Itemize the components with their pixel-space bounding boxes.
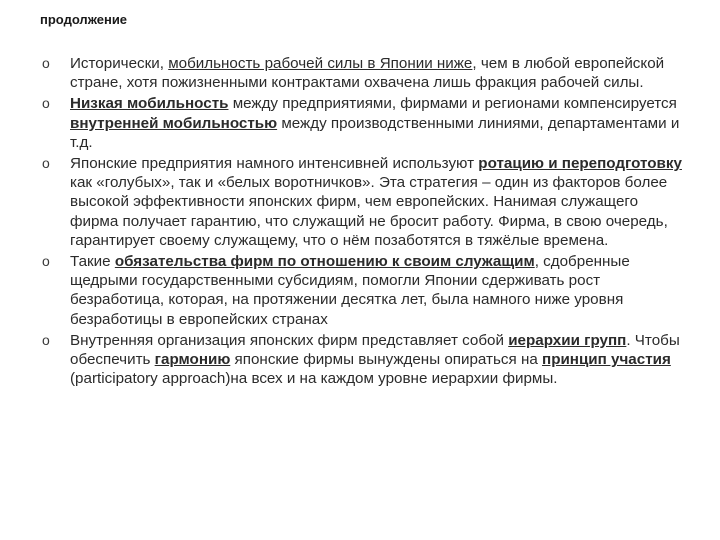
list-item	[40, 54, 690, 92]
emphasis-bold-underline: ротацию и переподготовку	[478, 155, 682, 173]
bullet-circle-icon: o	[42, 331, 50, 348]
emphasis-bold-underline: принцип участия	[542, 351, 671, 369]
text-segment: Такие	[70, 253, 115, 271]
text-segment: Внутренняя организация японских фирм представляет собой	[70, 331, 509, 349]
bullet-circle-icon: o	[42, 55, 50, 71]
bullet-circle-icon: o	[42, 253, 50, 270]
text-segment: Японские предприятия намного интенсивней используют	[70, 155, 479, 173]
text-segment: , сдобренные щедрыми государственными субсидиям, помогли Японии сдерживать рост безработица, которая, на протяжении десятка лет, была намного ниже уровня безработицы в европейских странах	[70, 253, 630, 328]
emphasis-bold-underline: Низкая мобильность	[70, 95, 229, 113]
slide-heading: продолжение	[40, 12, 128, 27]
list-item	[40, 252, 690, 329]
bullet-circle-icon: o	[42, 95, 50, 112]
text-segment: между производственными линиями, департаментами и т.д.	[70, 114, 680, 151]
text-segment: между предприятиями, фирмами и регионами компенсируется	[228, 95, 677, 113]
text-segment: как «голубых», так и «белых воротничков». Эта стратегия – один из факторов более высокой эффективности японских фирм, чем европейских. Нанимая служащего фирма получает гарантию, что служащий не бросит работу. Фирма, в свою очередь, гарантирует своему служащему, что о нём позаботятся в тяжёлые времена.	[70, 174, 668, 249]
text-segment: . Чтобы обеспечить	[70, 331, 680, 369]
text-segment: Исторически,	[70, 55, 169, 72]
emphasis-bold-underline: обязательства фирм по отношению к своим служащим	[114, 253, 535, 271]
emphasis-underline: мобильность рабочей силы в Японии ниже	[168, 55, 473, 72]
text-segment: (participatory approach)на всех и на каждом уровне иерархии фирмы.	[70, 370, 558, 388]
emphasis-bold-underline: гармонию	[154, 351, 231, 369]
bullet-list	[40, 54, 690, 390]
emphasis-bold-underline: иерархии групп	[508, 331, 627, 349]
bullet-circle-icon: o	[42, 155, 50, 172]
list-item	[40, 154, 690, 250]
list-item	[40, 331, 690, 389]
emphasis-bold-underline: внутренней мобильностью	[70, 114, 278, 132]
text-segment: , чем в любой европейской стране, хотя пожизненными контрактами охвачена лишь фракция рабочей силы.	[70, 55, 665, 92]
list-item	[40, 94, 690, 152]
text-segment: японские фирмы вынуждены опираться на	[230, 351, 543, 369]
